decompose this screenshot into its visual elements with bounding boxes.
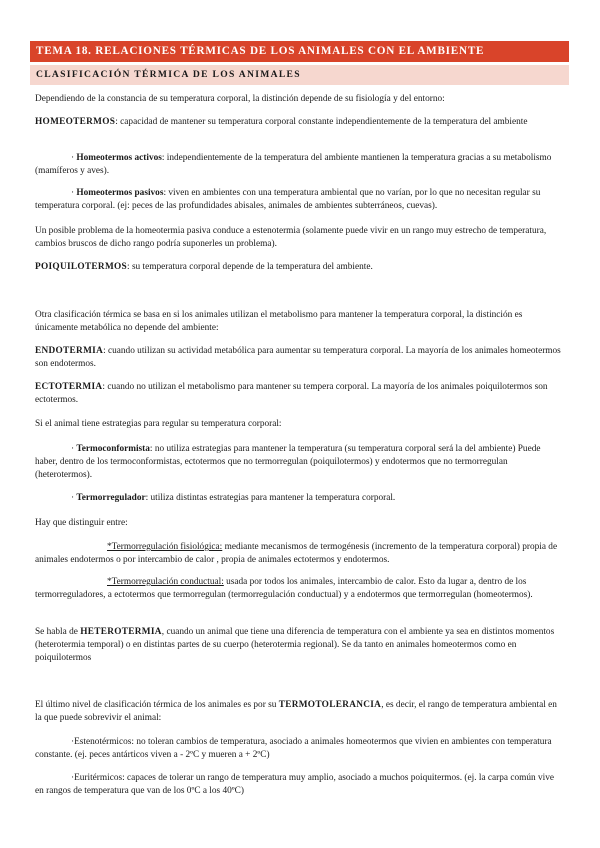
estenotermia-paragraph: Un posible problema de la homeotermia pasiva conduce a estenotermia (solamente puede vivir en un rango muy estrecho de temperatura, cambios bruscos de dicho rango podría suponerles un problema). <box>35 226 547 249</box>
homeotermos-activos-paragraph <box>35 152 563 178</box>
termotolerancia-term: TERMOTOLERANCIA <box>278 700 382 710</box>
ectotermia-term: ECTOTERMIA <box>35 382 103 392</box>
homeotermos-activos-term: Homeotermos activos <box>76 153 162 163</box>
metabolic-classification-paragraph: Otra clasificación térmica se basa en si los animales utilizan el metabolismo para mantener la temperatura corporal, la distinción es únicamente metabólica no depende del ambiente: <box>35 310 523 333</box>
termotolerancia-lead: El último nivel de clasificación térmica de los animales es por su <box>35 700 279 710</box>
termorregulacion-fisiologica-term: *Termorregulación fisiológica: <box>107 542 223 552</box>
chapter-title: TEMA 18. RELACIONES TÉRMICAS DE LOS ANIMALES CON EL AMBIENTE <box>30 41 569 62</box>
termorregulacion-fisiologica-paragraph <box>35 541 563 567</box>
termorregulacion-fisiologica-definition: mediante mecanismos de termogénesis (incremento de la temperatura corporal) propia de animales endotermos o por intercambio de calor , propia de animales ectotermos y endotermos. <box>35 542 558 565</box>
strategies-paragraph: Si el animal tiene estrategias para regular su temperatura corporal: <box>35 419 282 429</box>
bullet: · <box>71 188 77 198</box>
termorregulacion-conductual-term: *Termorregulación conductual: <box>107 577 224 587</box>
bullet: · <box>71 444 77 454</box>
estenotermicos-paragraph: ·Estenotérmicos: no toleran cambios de temperatura, asociado a animales homeotermos que vivien en ambientes con temperatura constante. (ej. peces antárticos viven a - 2ºC y mueren a + 2ºC) <box>35 737 552 760</box>
homeotermos-definition: : capacidad de mantener su temperatura corporal constante independientemente de la temperatura del ambiente <box>115 117 528 127</box>
termotolerancia-definition: , es decir, el rango de temperatura ambiental en la que puede sobrevivir el animal: <box>35 700 557 723</box>
bullet: · <box>71 153 77 163</box>
section-heading: CLASIFICACIÓN TÉRMICA DE LOS ANIMALES <box>30 65 569 85</box>
heterotermia-definition: , cuando un animal que tiene una diferencia de temperatura con el ambiente ya sea en distintos momentos (heterotermia temporal) o en distintas partes de su cuerpo (heterotermia regional). Se da tanto en animales homeotermos como en poiquilotermos <box>35 627 555 663</box>
homeotermos-pasivos-definition: : viven en ambientes con una temperatura ambiental que no varían, por lo que no necesitan regular su temperatura corporal. (ej: peces de las profundidades abisales, animales de ambientes subterráneos, cuevas). <box>35 188 541 211</box>
poiquilotermos-definition: : su temperatura corporal depende de la temperatura del ambiente. <box>127 262 373 272</box>
homeotermos-term: HOMEOTERMOS <box>35 117 116 127</box>
termorregulador-paragraph <box>35 492 563 505</box>
euritermicos-paragraph: ·Euritérmicos: capaces de tolerar un rango de temperatura muy amplio, asociado a muchos poiquitermos. (ej. la carpa común vive en rangos de temperatura que van de los 0ºC a los 40ºC) <box>35 773 555 796</box>
homeotermos-activos-definition: : independientemente de la temperatura del ambiente mantienen la temperatura gracias a su metabolismo (mamíferos y aves). <box>35 153 552 176</box>
endotermia-paragraph <box>35 345 563 371</box>
termoconformista-paragraph <box>35 443 563 482</box>
termotolerancia-paragraph <box>35 699 563 725</box>
termoconformista-definition: : no utiliza estrategias para mantener la temperatura (su temperatura corporal será la del ambiente) Puede haber, dentro de los termoconformistas, ectotermos que no termorregulan (poiquilotermos) y endotermos que no termorregulan (heterotermos). <box>35 444 541 480</box>
homeotermos-pasivos-paragraph <box>35 187 563 213</box>
ectotermia-definition: : cuando no utilizan el metabolismo para mantener su tempera corporal. La mayoría de los animales poiquilotermos son ectotermos. <box>35 382 548 405</box>
termorregulacion-conductual-definition: usada por todos los animales, intercambio de calor. Esto da lugar a, dentro de los termorreguladores, a ectotermos que termorregulan (termorregulación conductual) y a endotermos que termorregulan (homeotermos). <box>35 577 533 600</box>
heterotermia-term: HETEROTERMIA <box>80 627 162 637</box>
heterotermia-lead: Se habla de <box>35 627 81 637</box>
poiquilotermos-paragraph <box>35 261 563 274</box>
termoconformista-term: Termoconformista <box>76 444 150 454</box>
termorregulador-term: Termorregulador <box>76 493 146 503</box>
distinguish-paragraph: Hay que distinguir entre: <box>35 518 128 528</box>
homeotermos-pasivos-term: Homeotermos pasivos <box>76 188 164 198</box>
bullet: · <box>71 493 77 503</box>
termorregulador-definition: : utiliza distintas estrategias para mantener la temperatura corporal. <box>145 493 396 503</box>
homeotermos-paragraph <box>35 116 563 129</box>
intro-paragraph: Dependiendo de la constancia de su temperatura corporal, la distinción depende de su fisiología y del entorno: <box>35 94 445 104</box>
endotermia-term: ENDOTERMIA <box>35 346 104 356</box>
endotermia-definition: : cuando utilizan su actividad metabólica para aumentar su temperatura corporal. La mayoría de los animales homeotermos son endotermos. <box>35 346 561 369</box>
heterotermia-paragraph <box>35 626 563 665</box>
ectotermia-paragraph <box>35 381 563 407</box>
poiquilotermos-term: POIQUILOTERMOS <box>35 262 128 272</box>
termorregulacion-conductual-paragraph <box>35 576 563 602</box>
